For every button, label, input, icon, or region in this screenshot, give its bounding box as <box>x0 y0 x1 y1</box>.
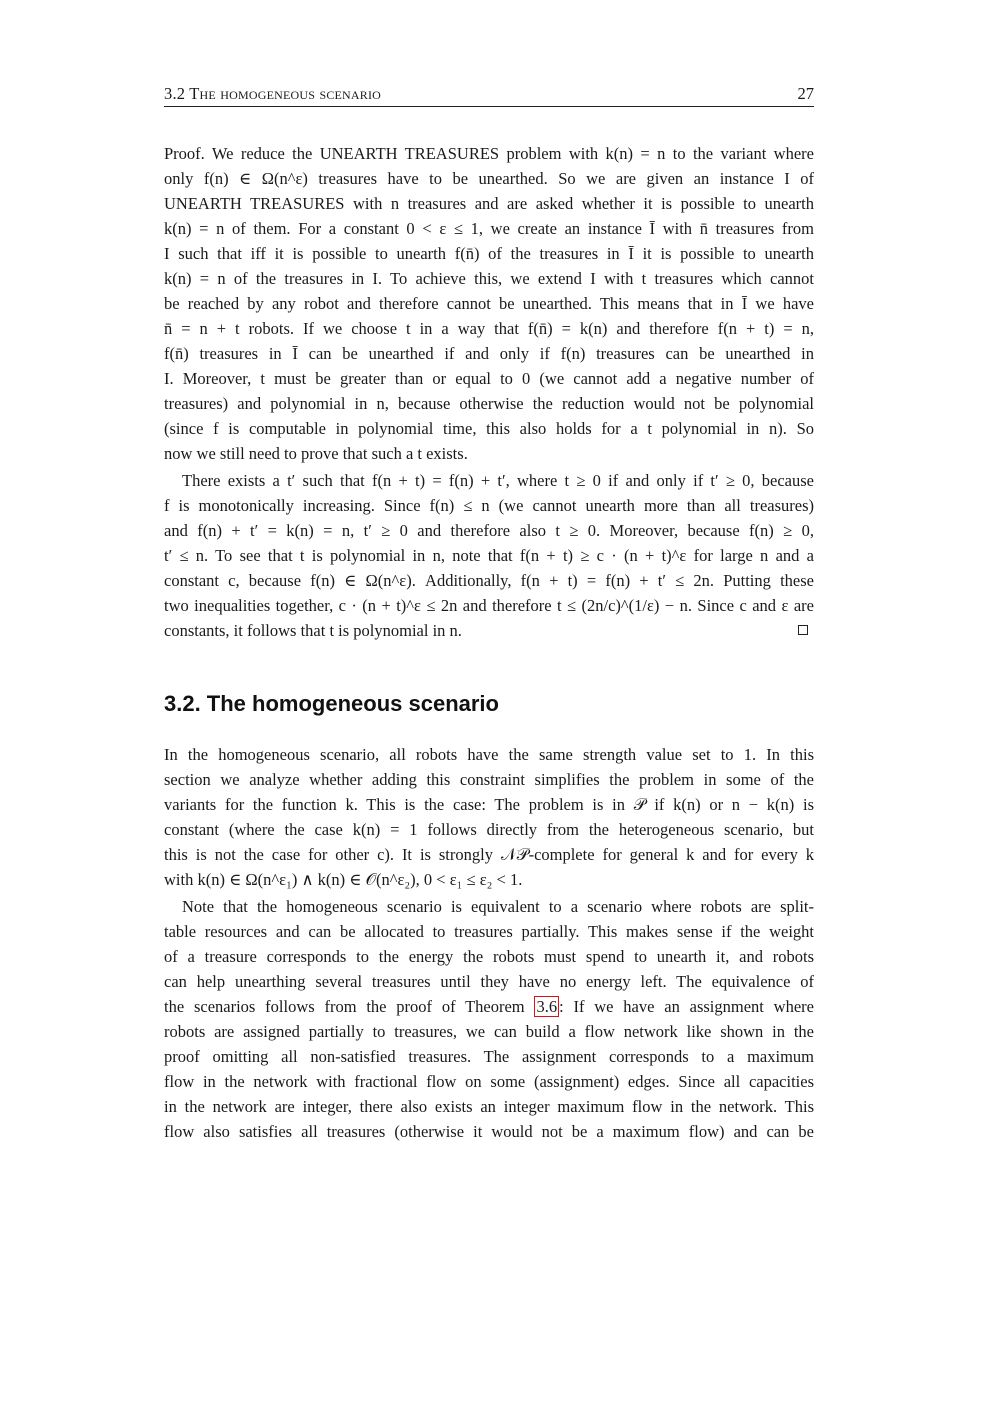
proof-line: k(n) = n of the treasures in I. To achieve this, we extend I with t treasures which cannot <box>164 269 814 288</box>
body-line: of a treasure corresponds to the energy the robots must spend to unearth it, and robots <box>164 947 814 966</box>
body-line: proof omitting all non-satisfied treasures. The assignment corresponds to a maximum <box>164 1047 814 1066</box>
proof-line: f is monotonically increasing. Since f(n) ≤ n (we cannot unearth more than all treasures) <box>164 496 814 515</box>
body-line: section we analyze whether adding this constraint simplifies the problem in some of the <box>164 770 814 789</box>
proof-line: k(n) = n of them. For a constant 0 < ε ≤ 1, we create an instance Ī with n̄ treasures from <box>164 219 814 238</box>
theorem-ref-link[interactable]: 3.6 <box>536 997 558 1016</box>
body-line: constant (where the case k(n) = 1 follows directly from the heterogeneous scenario, but <box>164 820 814 839</box>
qed-square-icon <box>798 625 808 635</box>
body-line: Note that the homogeneous scenario is equivalent to a scenario where robots are split- <box>182 897 814 916</box>
body-line: in the network are integer, there also exists an integer maximum flow in the network. This <box>164 1097 814 1116</box>
proof-line: now we still need to prove that such a t exists. <box>164 444 468 463</box>
body-line: can help unearthing several treasures until they have no energy left. The equivalence of <box>164 972 814 991</box>
body-line: flow also satisfies all treasures (otherwise it would not be a maximum flow) and can be <box>164 1122 814 1141</box>
body-line-with-ref <box>164 994 814 1019</box>
proof-line: only f(n) ∈ Ω(n^ε) treasures have to be unearthed. So we are given an instance I of <box>164 169 814 188</box>
section-heading: 3.2. The homogeneous scenario <box>164 691 499 716</box>
body-line: table resources and can be allocated to treasures partially. This makes sense if the weight <box>164 922 814 941</box>
body-line: variants for the function k. This is the case: The problem is in 𝒫 if k(n) or n − k(n) is <box>164 795 814 814</box>
proof-line: f(n̄) treasures in Ī can be unearthed if and only if f(n) treasures can be unearthed in <box>164 344 814 363</box>
proof-line: and f(n) + t′ = k(n) = n, t′ ≥ 0 and therefore also t ≥ 0. Moreover, because f(n) ≥ 0, <box>164 521 814 540</box>
body-line: this is not the case for other c). It is strongly 𝒩𝒫-complete for general k and for every k <box>164 845 814 864</box>
proof-line: be reached by any robot and therefore cannot be unearthed. This means that in Ī we have <box>164 294 814 313</box>
proof-line: n̄ = n + t robots. If we choose t in a way that f(n̄) = k(n) and therefore f(n + t) = n, <box>164 319 814 338</box>
page-header <box>164 84 814 107</box>
proof-line: t′ ≤ n. To see that t is polynomial in n, note that f(n + t) ≥ c · (n + t)^ε for large n and a <box>164 546 814 565</box>
body-line: In the homogeneous scenario, all robots have the same strength value set to 1. In this <box>164 745 814 764</box>
proof-line: I. Moreover, t must be greater than or equal to 0 (we cannot add a negative number of <box>164 369 814 388</box>
proof-line: constant c, because f(n) ∈ Ω(n^ε). Additionally, f(n + t) = f(n) + t′ ≤ 2n. Putting these <box>164 571 814 590</box>
proof-line: two inequalities together, c · (n + t)^ε ≤ 2n and therefore t ≤ (2n/c)^(1/ε) − n. Since c and ε are <box>164 596 814 615</box>
page-number: 27 <box>797 84 814 103</box>
proof-paragraph-2 <box>164 468 814 643</box>
proof-line: UNEARTH TREASURES with n treasures and are asked whether it is possible to unearth <box>164 194 814 213</box>
proof-line: I such that iff it is possible to unearth f(n̄) of the treasures in Ī it is possible to unearth <box>164 244 814 263</box>
ref-line-end: : If we have an assignment where <box>559 997 814 1016</box>
proof-line: There exists a t′ such that f(n + t) = f(n) + t′, where t ≥ 0 if and only if t′ ≥ 0, because <box>182 471 814 490</box>
proof-paragraph <box>164 141 814 466</box>
homogeneous-paragraph-1 <box>164 742 814 892</box>
proof-line: (since f is computable in polynomial time, this also holds for a t polynomial in n). So <box>164 419 814 438</box>
homogeneous-paragraph-2 <box>164 894 814 1144</box>
proof-line: treasures) and polynomial in n, because otherwise the reduction would not be polynomial <box>164 394 814 413</box>
proof-line: Proof. We reduce the UNEARTH TREASURES problem with k(n) = n to the variant where <box>164 144 814 163</box>
ref-line-start: the scenarios follows from the proof of Theorem <box>164 997 535 1016</box>
body-line: flow in the network with fractional flow on some (assignment) edges. Since all capacities <box>164 1072 814 1091</box>
running-title: 3.2 The homogeneous scenario <box>164 84 382 103</box>
proof-line: constants, it follows that t is polynomial in n. <box>164 621 462 640</box>
body-line: robots are assigned partially to treasures, we can build a flow network like shown in the <box>164 1022 814 1041</box>
body-line: with k(n) ∈ Ω(n^ε₁) ∧ k(n) ∈ 𝒪(n^ε₂), 0 < ε₁ ≤ ε₂ < 1. <box>164 870 523 889</box>
